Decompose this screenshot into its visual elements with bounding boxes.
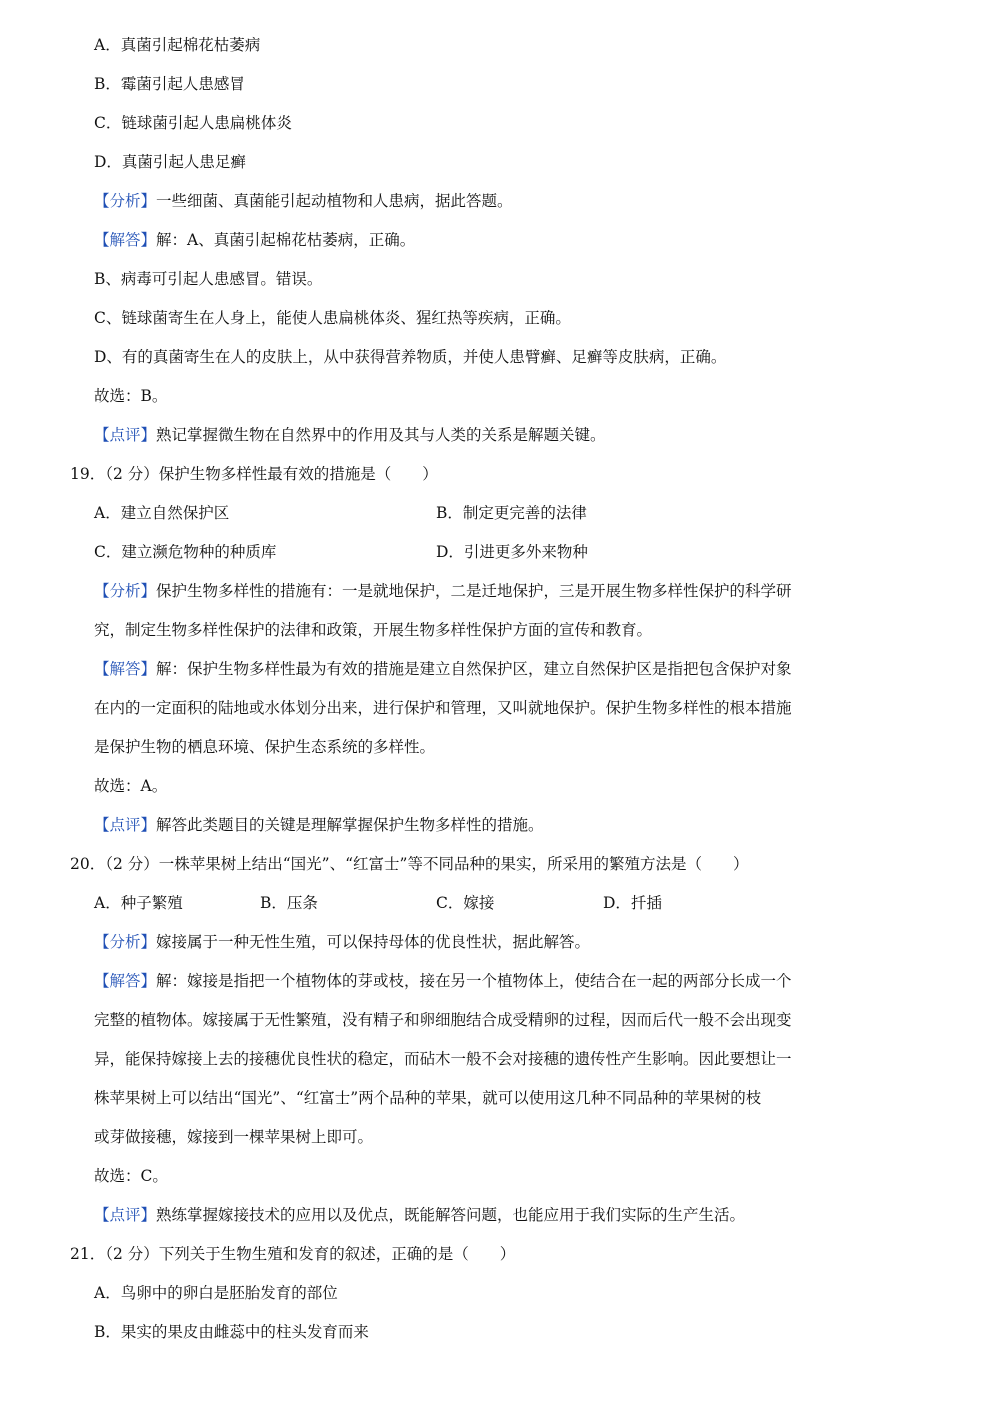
q18-option-c: C．链球菌引起人患扁桃体炎 bbox=[94, 114, 292, 132]
q18-option-a: A．真菌引起棉花枯萎病 bbox=[94, 36, 261, 54]
q20-answer-line-2: 完整的植物体。嫁接属于无性繁殖，没有精子和卵细胞结合成受精卵的过程，因而后代一般不会出现变 bbox=[94, 1011, 792, 1029]
q21-option-a: A．鸟卵中的卵白是胚胎发育的部位 bbox=[94, 1284, 338, 1302]
q19-comment bbox=[94, 812, 544, 838]
analysis-text: 嫁接属于一种无性生殖，可以保持母体的优良性状，据此解答。 bbox=[156, 933, 591, 951]
comment-tag: 【点评】 bbox=[94, 426, 157, 444]
q20-answer bbox=[94, 968, 792, 994]
q19-options-row-1 bbox=[94, 500, 894, 526]
q21-stem: 21．（2 分）下列关于生物生殖和发育的叙述，正确的是（ ） bbox=[70, 1245, 516, 1263]
q19-option-b: B．制定更完善的法律 bbox=[436, 504, 587, 522]
q18-option-b: B．霉菌引起人患感冒 bbox=[94, 75, 245, 93]
q19-answer-line-2: 在内的一定面积的陆地或水体划分出来，进行保护和管理，又叫就地保护。保护生物多样性的根本措施 bbox=[94, 699, 792, 717]
analysis-text: 保护生物多样性的措施有：一是就地保护，二是迁地保护，三是开展生物多样性保护的科学研 bbox=[156, 582, 792, 600]
comment-text: 熟练掌握嫁接技术的应用以及优点，既能解答问题，也能应用于我们实际的生产生活。 bbox=[156, 1206, 746, 1224]
q20-answer-line-4: 株苹果树上可以结出“国光”、“红富士”两个品种的苹果，就可以使用这几种不同品种的苹果树的枝 bbox=[94, 1089, 762, 1107]
q20-answer-line-5: 或芽做接穗，嫁接到一棵苹果树上即可。 bbox=[94, 1128, 374, 1146]
q20-option-b: B．压条 bbox=[260, 894, 318, 912]
analysis-text: 一些细菌、真菌能引起动植物和人患病，据此答题。 bbox=[156, 192, 513, 210]
q19-analysis bbox=[94, 578, 792, 604]
q19-options-row-2 bbox=[94, 539, 894, 565]
comment-tag: 【点评】 bbox=[94, 816, 157, 834]
analysis-tag: 【分析】 bbox=[94, 192, 157, 210]
comment-tag: 【点评】 bbox=[94, 1206, 157, 1224]
q18-answer-line-2: B、病毒可引起人患感冒。错误。 bbox=[94, 270, 323, 288]
comment-text: 熟记掌握微生物在自然界中的作用及其与人类的关系是解题关键。 bbox=[156, 426, 606, 444]
answer-tag: 【解答】 bbox=[94, 972, 157, 990]
q18-choice: 故选：B。 bbox=[94, 387, 168, 405]
q19-option-a: A．建立自然保护区 bbox=[94, 504, 230, 522]
analysis-tag: 【分析】 bbox=[94, 933, 157, 951]
q19-answer bbox=[94, 656, 792, 682]
q18-answer-line-4: D、有的真菌寄生在人的皮肤上，从中获得营养物质，并使人患臂癣、足癣等皮肤病，正确。 bbox=[94, 348, 727, 366]
q21-option-b: B．果实的果皮由雌蕊中的柱头发育而来 bbox=[94, 1323, 369, 1341]
q19-answer-line-3: 是保护生物的栖息环境、保护生态系统的多样性。 bbox=[94, 738, 436, 756]
q20-analysis bbox=[94, 929, 590, 955]
answer-text: 解：A、真菌引起棉花枯萎病，正确。 bbox=[156, 231, 416, 249]
q19-option-d: D．引进更多外来物种 bbox=[436, 543, 588, 561]
q20-option-c: C．嫁接 bbox=[436, 894, 495, 912]
answer-text: 解：嫁接是指把一个植物体的芽或枝，接在另一个植物体上，使结合在一起的两部分长成一个 bbox=[156, 972, 792, 990]
q20-answer-line-3: 异，能保持嫁接上去的接穗优良性状的稳定，而砧木一般不会对接穗的遗传性产生影响。因此要想让一 bbox=[94, 1050, 792, 1068]
q20-option-a: A．种子繁殖 bbox=[94, 894, 183, 912]
analysis-tag: 【分析】 bbox=[94, 582, 157, 600]
q20-options-row bbox=[94, 890, 894, 916]
q18-answer bbox=[94, 227, 415, 253]
q19-choice: 故选：A。 bbox=[94, 777, 168, 795]
q18-comment bbox=[94, 422, 606, 448]
q20-choice: 故选：C。 bbox=[94, 1167, 168, 1185]
q20-option-d: D．扦插 bbox=[603, 894, 662, 912]
q20-comment bbox=[94, 1202, 745, 1228]
q19-analysis-line-2: 究，制定生物多样性保护的法律和政策，开展生物多样性保护方面的宣传和教育。 bbox=[94, 621, 653, 639]
answer-text: 解：保护生物多样性最为有效的措施是建立自然保护区，建立自然保护区是指把包含保护对象 bbox=[156, 660, 792, 678]
q19-option-c: C．建立濒危物种的种质库 bbox=[94, 543, 277, 561]
q18-answer-line-3: C、链球菌寄生在人身上，能使人患扁桃体炎、猩红热等疾病，正确。 bbox=[94, 309, 571, 327]
q18-analysis bbox=[94, 188, 513, 214]
q18-option-d: D．真菌引起人患足癣 bbox=[94, 153, 246, 171]
answer-tag: 【解答】 bbox=[94, 660, 157, 678]
q20-stem: 20．（2 分）一株苹果树上结出“国光”、“红富士”等不同品种的果实，所采用的繁殖方法是（ ） bbox=[70, 855, 749, 873]
q19-stem: 19．（2 分）保护生物多样性最有效的措施是（ ） bbox=[70, 465, 438, 483]
comment-text: 解答此类题目的关键是理解掌握保护生物多样性的措施。 bbox=[156, 816, 544, 834]
answer-tag: 【解答】 bbox=[94, 231, 157, 249]
